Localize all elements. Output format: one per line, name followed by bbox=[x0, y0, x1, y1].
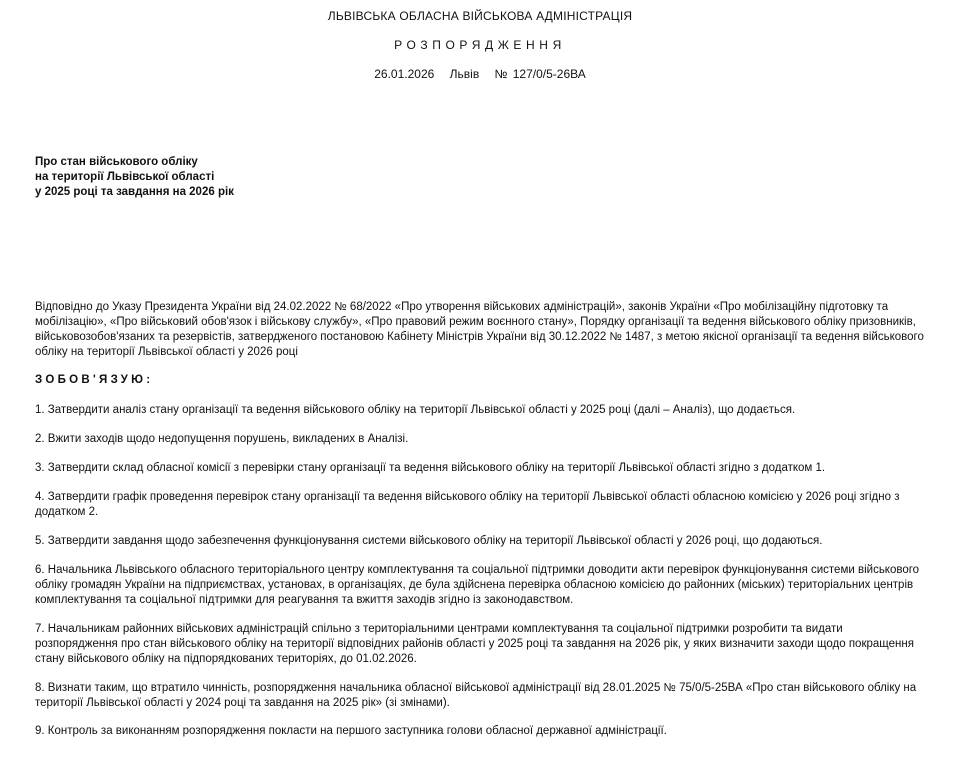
preamble-paragraph: Відповідно до Указу Президента України від 24.02.2022 № 68/2022 «Про утворення військових адміністрацій», законів України «Про мобілізаційну підготовку та мобілізацію», «Про військовий обов'язок і військову службу», «Про правовий режим воєнного стану», Порядку організації та ведення військового обліку призовників, військовозобов'язаних та резервістів, затвердженого постановою Кабінету Міністрів України від 30.12.2022 № 1487, з метою якісної організації та ведення військового обліку на території Львівської області у 2026 році bbox=[35, 301, 924, 358]
order-item-1: 1. Затвердити аналіз стану організації та ведення військового обліку на території Львівської області у 2025 році (далі – Аналіз), що додається. bbox=[35, 404, 796, 416]
order-item-2: 2. Вжити заходів щодо недопущення порушень, викладених в Аналізі. bbox=[35, 433, 409, 445]
organization-title: ЛЬВІВСЬКА ОБЛАСНА ВІЙСЬКОВА АДМІНІСТРАЦІЯ bbox=[327, 9, 633, 23]
order-item-9: 9. Контроль за виконанням розпорядження покласти на першого заступника голови обласної державної адміністрації. bbox=[35, 725, 667, 737]
document-type: РОЗПОРЯДЖЕННЯ bbox=[394, 38, 566, 52]
order-item-7: 7. Начальникам районних військових адміністрацій спільно з територіальними центрами комплектування та соціальної підтримки розробити та видати розпорядження про стан військового обліку на території відповідних районів області у 2025 році та завдання на 2026 рік, у яких визначити заходи щодо покращення стану військового обліку на підпорядкованих територіях, до 01.02.2026. bbox=[35, 623, 914, 665]
document-date: 26.01.2026 bbox=[374, 67, 435, 81]
order-item-3: 3. Затвердити склад обласної комісії з перевірки стану організації та ведення військового обліку на території Львівської області згідно з додатком 1. bbox=[35, 462, 826, 474]
subject-line: на території Львівської області bbox=[35, 170, 215, 183]
subject-line: Про стан військового обліку bbox=[35, 156, 198, 168]
document-meta bbox=[0, 67, 960, 81]
order-item-5: 5. Затвердити завдання щодо забезпечення функціонування системи військового обліку на території Львівської області у 2026 році, що додаються. bbox=[35, 535, 823, 547]
order-item-6: 6. Начальника Львівського обласного територіального центру комплектування та соціальної підтримки доводити акти перевірок функціонування системи військового обліку громадян України на підприємствах, установах, в організаціях, де була здійснена перевірка обласною комісією до районних (міських) територіальних центрів комплектування та соціальної підтримки для реагування та вжиття заходів згідно із законодавством. bbox=[35, 564, 920, 606]
order-item-8: 8. Визнати таким, що втратило чинність, розпорядження начальника обласної військової адміністрації від 28.01.2025 № 75/0/5-25ВА «Про стан військового обліку на території Львівської області у 2024 році та завдання на 2025 рік» (зі змінами). bbox=[35, 682, 917, 709]
document-subject bbox=[35, 155, 234, 199]
order-heading: ЗОБОВ'ЯЗУЮ: bbox=[35, 374, 154, 386]
subject-line: у 2025 році та завдання на 2026 рік bbox=[35, 185, 234, 198]
order-item-4: 4. Затвердити графік проведення перевірок стану організації та ведення військового обліку на території Львівської області обласною комісією у 2026 році згідно з додатком 2. bbox=[35, 491, 900, 518]
document-city: Львів bbox=[449, 67, 480, 81]
document-number: № 127/0/5-26ВА bbox=[494, 67, 586, 81]
